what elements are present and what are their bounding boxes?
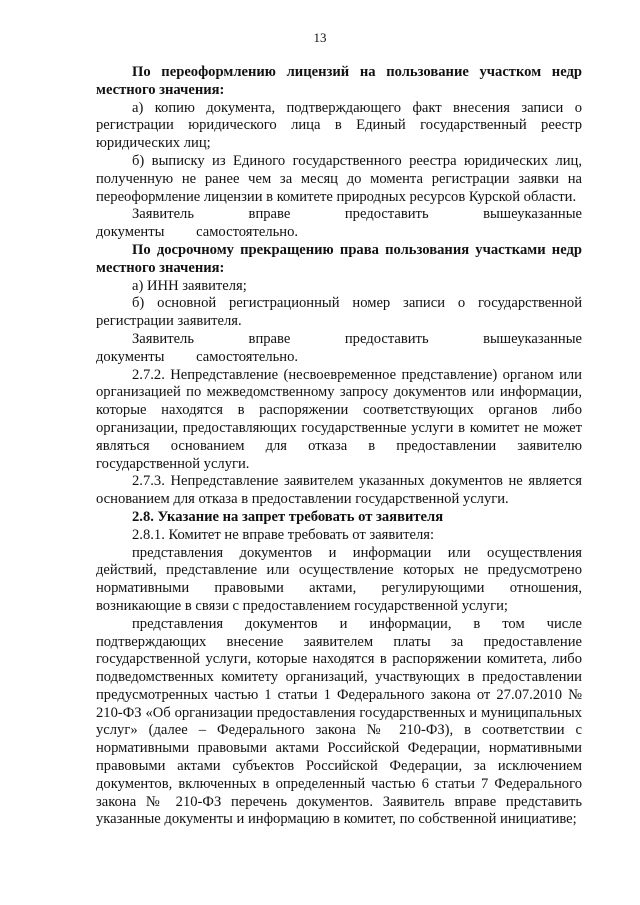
clause-2-7-2: 2.7.2. Непредставление (несвоевременное представление) органом или организацией по межведомственному запросу документов или информации, которые находятся в распоряжении соответствующих органов либо организации, предоставляющих государственные услуги в комитет не может являться основанием для отказа в предоставлении заявителю государственной услуги. xyxy=(96,366,582,472)
prohibition-item-2: представления документов и информации, в том числе подтверждающих внесение заявителем платы за предоставление государственной услуги, которые находятся в распоряжении комитета, либо подведомственных комитету организаций, участвующих в предоставлении предусмотренных частью 1 статьи 1 Федерального закона от 27.07.2010 № 210-ФЗ «Об организации предоставления государственных и муниципальных услуг» (далее – Федерального закона № 210-ФЗ), в соответствии с нормативными правовыми актами Российской Федерации, нормативными правовыми актами субъектов Российской Федерации, за исключением документов, включенных в определенный частью 6 статьи 7 Федерального закона № 210-ФЗ перечень документов. Заявитель вправе представить указанные документы и информацию в комитет, по собственной инициативе; xyxy=(96,615,582,828)
prohibition-item-1: представления документов и информации или осуществления действий, представление или осуществление которых не предусмотрено нормативными правовыми актами, регулирующими отношения, возникающие в связи с предоставлением государственной услуги; xyxy=(96,544,582,614)
clause-2-7-3: 2.7.3. Непредставление заявителем указанных документов не является основанием для отказа в предоставлении государственной услуги. xyxy=(96,473,582,508)
page-number: 13 xyxy=(313,30,327,45)
termination-item-a: а) ИНН заявителя; xyxy=(132,277,247,294)
document-body xyxy=(96,64,582,829)
reissue-item-b: б) выписку из Единого государственного реестра юридических лиц, полученную не ранее чем за месяц до момента регистрации заявки на переоформление лицензии в комитете природных ресурсов Курской области. xyxy=(96,152,582,205)
termination-heading: По досрочному прекращению права пользования участками недр местного значения: xyxy=(96,241,582,276)
reissue-heading: По переоформлению лицензий на пользование участком недр местного значения: xyxy=(96,64,582,98)
reissue-note: Заявитель вправе предоставить вышеуказанные документы самостоятельно. xyxy=(96,206,582,241)
reissue-item-a: а) копию документа, подтверждающего факт внесения записи о регистрации юридического лица в Единый государственный реестр юридических лиц; xyxy=(96,99,582,152)
termination-note: Заявитель вправе предоставить вышеуказанные документы самостоятельно. xyxy=(96,330,582,365)
heading-2-8: 2.8. Указание на запрет требовать от заявителя xyxy=(132,508,444,525)
termination-item-b: б) основной регистрационный номер записи о государственной регистрации заявителя. xyxy=(96,295,582,330)
clause-2-8-1: 2.8.1. Комитет не вправе требовать от заявителя: xyxy=(132,526,435,543)
